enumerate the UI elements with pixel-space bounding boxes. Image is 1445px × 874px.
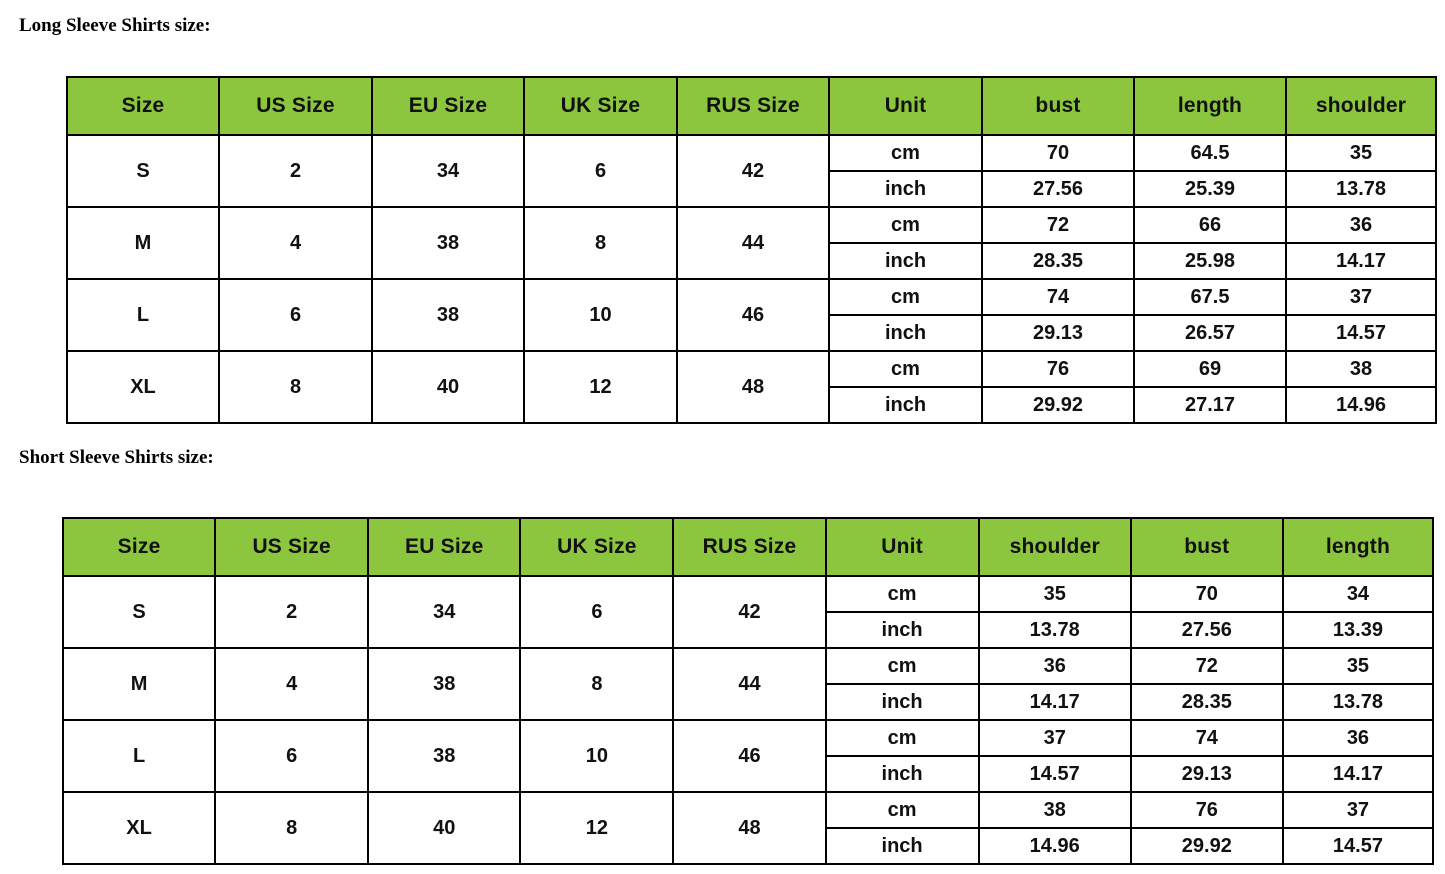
- cell-size: L: [67, 279, 219, 351]
- cell-unit: cm: [829, 279, 982, 315]
- cell-uk-size: 10: [520, 720, 673, 792]
- cell-measure-3: 14.57: [1286, 315, 1436, 351]
- cell-measure-1: 13.78: [979, 612, 1131, 648]
- cell-measure-1: 36: [979, 648, 1131, 684]
- column-header-rus-size: RUS Size: [673, 518, 825, 576]
- table-row: [67, 279, 1436, 315]
- cell-uk-size: 8: [524, 207, 677, 279]
- cell-uk-size: 8: [520, 648, 673, 720]
- column-header-us-size: US Size: [219, 77, 372, 135]
- cell-us-size: 8: [215, 792, 368, 864]
- cell-measure-1: 72: [982, 207, 1134, 243]
- cell-measure-3: 36: [1286, 207, 1436, 243]
- column-header-measure-1: shoulder: [979, 518, 1131, 576]
- cell-measure-1: 76: [982, 351, 1134, 387]
- cell-size: L: [63, 720, 215, 792]
- cell-measure-1: 74: [982, 279, 1134, 315]
- cell-measure-3: 14.17: [1286, 243, 1436, 279]
- table-row: [67, 207, 1436, 243]
- column-header-measure-2: bust: [1131, 518, 1283, 576]
- cell-measure-3: 38: [1286, 351, 1436, 387]
- cell-unit: inch: [826, 684, 979, 720]
- cell-measure-2: 76: [1131, 792, 1283, 828]
- column-header-eu-size: EU Size: [368, 518, 520, 576]
- cell-measure-2: 27.17: [1134, 387, 1286, 423]
- cell-unit: inch: [826, 756, 979, 792]
- table-row: [67, 135, 1436, 171]
- cell-unit: cm: [826, 792, 979, 828]
- cell-us-size: 4: [215, 648, 368, 720]
- cell-measure-2: 69: [1134, 351, 1286, 387]
- short-sleeve-size-table: [62, 517, 1434, 865]
- cell-rus-size: 42: [673, 576, 825, 648]
- cell-unit: cm: [829, 351, 982, 387]
- cell-rus-size: 44: [673, 648, 825, 720]
- column-header-uk-size: UK Size: [524, 77, 677, 135]
- cell-measure-3: 14.17: [1283, 756, 1433, 792]
- cell-measure-2: 66: [1134, 207, 1286, 243]
- column-header-us-size: US Size: [215, 518, 368, 576]
- cell-eu-size: 38: [372, 279, 524, 351]
- column-header-measure-3: length: [1283, 518, 1433, 576]
- cell-size: M: [67, 207, 219, 279]
- cell-size: S: [63, 576, 215, 648]
- cell-rus-size: 44: [677, 207, 829, 279]
- cell-measure-2: 64.5: [1134, 135, 1286, 171]
- cell-measure-3: 34: [1283, 576, 1433, 612]
- cell-uk-size: 12: [520, 792, 673, 864]
- cell-unit: cm: [829, 135, 982, 171]
- column-header-measure-2: length: [1134, 77, 1286, 135]
- cell-eu-size: 38: [372, 207, 524, 279]
- cell-uk-size: 12: [524, 351, 677, 423]
- cell-measure-2: 29.92: [1131, 828, 1283, 864]
- table-row: [63, 792, 1433, 828]
- column-header-unit: Unit: [829, 77, 982, 135]
- cell-measure-2: 74: [1131, 720, 1283, 756]
- column-header-measure-3: shoulder: [1286, 77, 1436, 135]
- table-row: [63, 648, 1433, 684]
- cell-rus-size: 48: [677, 351, 829, 423]
- cell-eu-size: 40: [368, 792, 520, 864]
- table-header-row: [63, 518, 1433, 576]
- cell-unit: cm: [826, 576, 979, 612]
- cell-measure-3: 35: [1283, 648, 1433, 684]
- cell-uk-size: 6: [520, 576, 673, 648]
- cell-measure-1: 14.96: [979, 828, 1131, 864]
- short-sleeve-heading: Short Sleeve Shirts size:: [19, 447, 214, 468]
- cell-measure-2: 70: [1131, 576, 1283, 612]
- cell-measure-2: 25.39: [1134, 171, 1286, 207]
- cell-measure-3: 37: [1286, 279, 1436, 315]
- cell-measure-2: 67.5: [1134, 279, 1286, 315]
- column-header-size: Size: [67, 77, 219, 135]
- column-header-uk-size: UK Size: [520, 518, 673, 576]
- cell-us-size: 6: [215, 720, 368, 792]
- cell-measure-3: 14.57: [1283, 828, 1433, 864]
- cell-measure-1: 27.56: [982, 171, 1134, 207]
- cell-measure-1: 14.17: [979, 684, 1131, 720]
- cell-measure-1: 14.57: [979, 756, 1131, 792]
- table-row: [63, 720, 1433, 756]
- cell-measure-3: 35: [1286, 135, 1436, 171]
- cell-unit: inch: [829, 387, 982, 423]
- long-sleeve-heading: Long Sleeve Shirts size:: [19, 15, 211, 36]
- cell-unit: inch: [826, 828, 979, 864]
- cell-us-size: 2: [219, 135, 372, 207]
- cell-us-size: 6: [219, 279, 372, 351]
- cell-us-size: 4: [219, 207, 372, 279]
- long-sleeve-size-table: [66, 76, 1437, 424]
- cell-measure-2: 27.56: [1131, 612, 1283, 648]
- cell-uk-size: 10: [524, 279, 677, 351]
- cell-measure-3: 13.39: [1283, 612, 1433, 648]
- column-header-unit: Unit: [826, 518, 979, 576]
- cell-rus-size: 46: [673, 720, 825, 792]
- cell-measure-3: 13.78: [1286, 171, 1436, 207]
- cell-us-size: 2: [215, 576, 368, 648]
- cell-size: S: [67, 135, 219, 207]
- table-row: [67, 351, 1436, 387]
- column-header-measure-1: bust: [982, 77, 1134, 135]
- column-header-rus-size: RUS Size: [677, 77, 829, 135]
- cell-eu-size: 34: [372, 135, 524, 207]
- cell-unit: inch: [829, 315, 982, 351]
- cell-measure-1: 29.92: [982, 387, 1134, 423]
- cell-eu-size: 34: [368, 576, 520, 648]
- cell-measure-1: 28.35: [982, 243, 1134, 279]
- cell-size: XL: [63, 792, 215, 864]
- cell-measure-2: 29.13: [1131, 756, 1283, 792]
- cell-measure-2: 72: [1131, 648, 1283, 684]
- cell-size: M: [63, 648, 215, 720]
- cell-size: XL: [67, 351, 219, 423]
- table-header-row: [67, 77, 1436, 135]
- cell-rus-size: 46: [677, 279, 829, 351]
- cell-unit: cm: [826, 648, 979, 684]
- cell-measure-1: 37: [979, 720, 1131, 756]
- cell-rus-size: 42: [677, 135, 829, 207]
- cell-measure-2: 25.98: [1134, 243, 1286, 279]
- cell-eu-size: 38: [368, 648, 520, 720]
- column-header-eu-size: EU Size: [372, 77, 524, 135]
- cell-measure-1: 35: [979, 576, 1131, 612]
- cell-measure-3: 36: [1283, 720, 1433, 756]
- cell-measure-1: 38: [979, 792, 1131, 828]
- cell-rus-size: 48: [673, 792, 825, 864]
- cell-measure-3: 13.78: [1283, 684, 1433, 720]
- cell-measure-2: 26.57: [1134, 315, 1286, 351]
- cell-unit: inch: [829, 171, 982, 207]
- column-header-size: Size: [63, 518, 215, 576]
- cell-measure-3: 14.96: [1286, 387, 1436, 423]
- cell-unit: inch: [826, 612, 979, 648]
- cell-unit: inch: [829, 243, 982, 279]
- cell-unit: cm: [826, 720, 979, 756]
- cell-measure-1: 70: [982, 135, 1134, 171]
- cell-measure-3: 37: [1283, 792, 1433, 828]
- cell-measure-2: 28.35: [1131, 684, 1283, 720]
- cell-unit: cm: [829, 207, 982, 243]
- cell-us-size: 8: [219, 351, 372, 423]
- cell-eu-size: 38: [368, 720, 520, 792]
- cell-eu-size: 40: [372, 351, 524, 423]
- cell-uk-size: 6: [524, 135, 677, 207]
- table-row: [63, 576, 1433, 612]
- cell-measure-1: 29.13: [982, 315, 1134, 351]
